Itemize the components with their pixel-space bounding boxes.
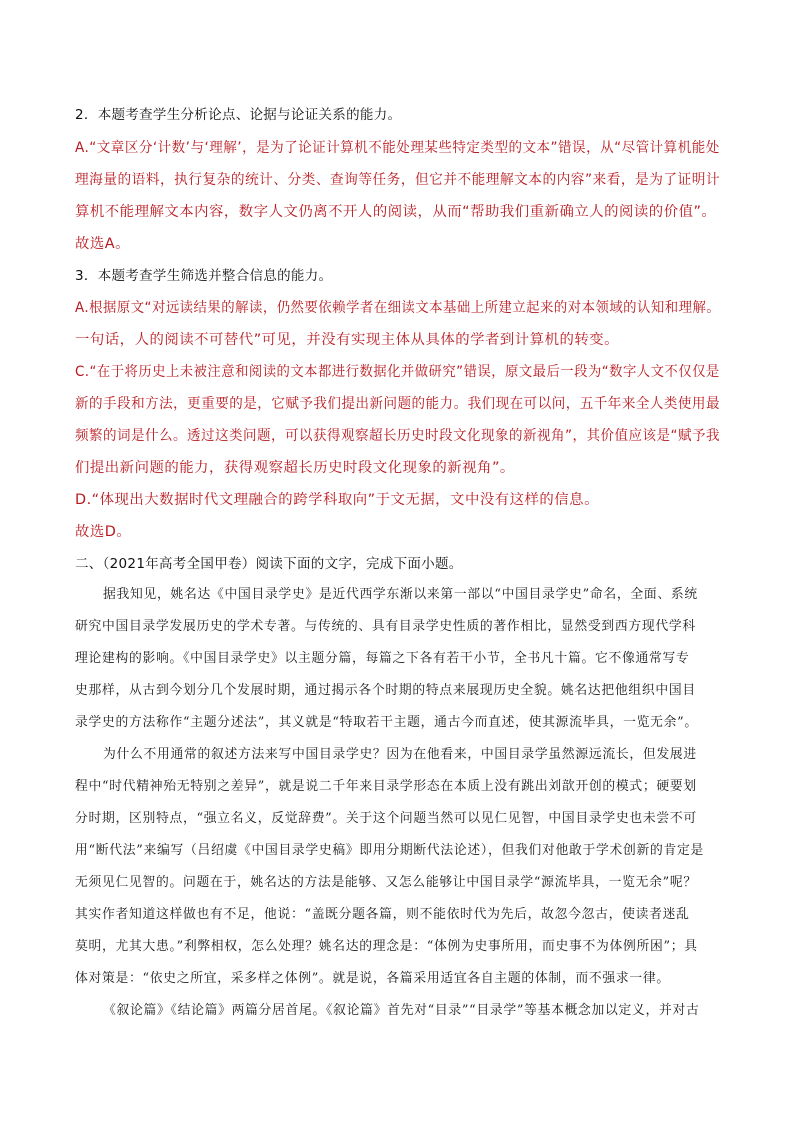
passage-p2-line-4: 用“断代法”来编写（吕绍虞《中国目录学史稿》即用分期断代法论述），但我们对他敢于学术创新的肯定是 [75,843,704,858]
answer-3-option-d: D.“体现出大数据时代文理融合的跨学科取向”于文无据，文中没有这样的信息。 [75,492,599,508]
passage-p3-line-1: 《叙论篇》《结论篇》两篇分居首尾。《叙论篇》首先对“目录”“目录学”等基本概念加以定义，并对古 [103,1003,700,1018]
answer-2-heading: 2．本题考查学生分析论点、论据与论证关系的能力。 [75,107,402,123]
answer-3-choice: 故选D。 [75,524,132,540]
answer-3-option-a-line-2: 一句话，人的阅读不可替代”可见，并没有实现主体从具体的学者到计算机的转变。 [75,332,620,348]
answer-2-option-a-line-2: 理海量的语料，执行复杂的统计、分类、查询等任务，但它并不能理解文本的内容”来看，是为了证明计 [75,172,721,188]
answer-3-option-c-line-2: 新的手段和方法，更重要的是，它赋予我们提出新问题的能力。我们现在可以问，五千年来全人类使用最 [75,396,720,412]
answer-2-option-a-line-3: 算机不能理解文本内容，数字人文仍离不开人的阅读，从而“帮助我们重新确立人的阅读的价值”。 [75,204,717,220]
answer-3-option-c-line-3: 频繁的词是什么。透过这类问题，可以获得观察超长历史时段文化现象的新视角”，其价值应该是“赋予我 [75,428,720,444]
passage-p2-line-7: 莫明，尤其大患。”利弊相权，怎么处理？姚名达的理念是：“体例为史事所用，而史事不为体例所困”；具 [75,939,698,954]
answer-3-option-c-line-1: C.“在于将历史上未被注意和阅读的文本都进行数据化并做研究”错误，原文最后一段为“数字人文不仅仅是 [75,364,720,380]
passage-p1-line-5: 录学史的方法称作“主题分述法”，其义就是“特取若干主题，通古今而直述，使其源流毕具，一览无余”。 [75,715,698,730]
section-2-heading: 二、（2021年高考全国甲卷）阅读下面的文字，完成下面小题。 [75,556,463,572]
passage-p2-line-5: 无须见仁见智的。问题在于，姚名达的方法是能够、又怎么能够让中国目录学“源流毕具，一览无余”呢？ [75,875,697,890]
passage-p1-line-1: 据我知见，姚名达《中国目录学史》是近代西学东渐以来第一部以“中国目录学史”命名，全面、系统 [103,587,698,602]
passage-p1-line-2: 研究中国目录学发展历史的学术专著。与传统的、具有目录学史性质的著作相比，显然受到西方现代学科 [75,619,696,634]
answer-2-choice: 故选A。 [75,236,131,252]
passage-p2-line-6: 其实作者知道这样做也有不足，他说：“盖既分题各篇，则不能依时代为先后，故忽今忽古，使读者迷乱 [75,907,690,922]
passage-p2-line-1: 为什么不用通常的叙述方法来写中国目录学史？因为在他看来，中国目录学虽然源远流长，但发展进 [103,747,697,762]
passage-p2-line-3: 分时期，区别特点，“强立名义，反觉辞费”。关于这个问题当然可以见仁见智，中国目录学史也未尝不可 [75,811,697,826]
passage-p2-line-8: 体对策是：“依史之所宜，采多样之体例”。就是说，各篇采用适宜各自主题的体制，而不强求一律。 [75,971,670,986]
passage-p2-line-2: 程中“时代精神殆无特别之差异”，就是说二千年来目录学形态在本质上没有跳出刘歆开创的模式；硬要划 [75,779,697,794]
passage-p1-line-4: 史那样，从古到今划分几个发展时期，通过揭示各个时期的特点来展现历史全貌。姚名达把他组织中国目 [75,683,696,698]
passage-p1-line-3: 理论建构的影响。《中国目录学史》以主题分篇，每篇之下各有若干小节，全书凡十篇。它不像通常写专 [75,651,690,666]
answer-3-heading: 3．本题考查学生筛选并整合信息的能力。 [75,268,333,284]
answer-2-option-a-line-1: A.“文章区分‘计数’与‘理解’，是为了论证计算机不能处理某些特定类型的文本”错误，从“尽管计算机能处 [75,140,720,156]
answer-3-option-a-line-1: A.根据原文“对远读结果的解读，仍然要依赖学者在细读文本基础上所建立起来的对本领域的认知和理解。 [75,300,721,316]
answer-3-option-c-line-4: 们提出新问题的能力，获得观察超长历史时段文化现象的新视角”。 [75,460,515,476]
